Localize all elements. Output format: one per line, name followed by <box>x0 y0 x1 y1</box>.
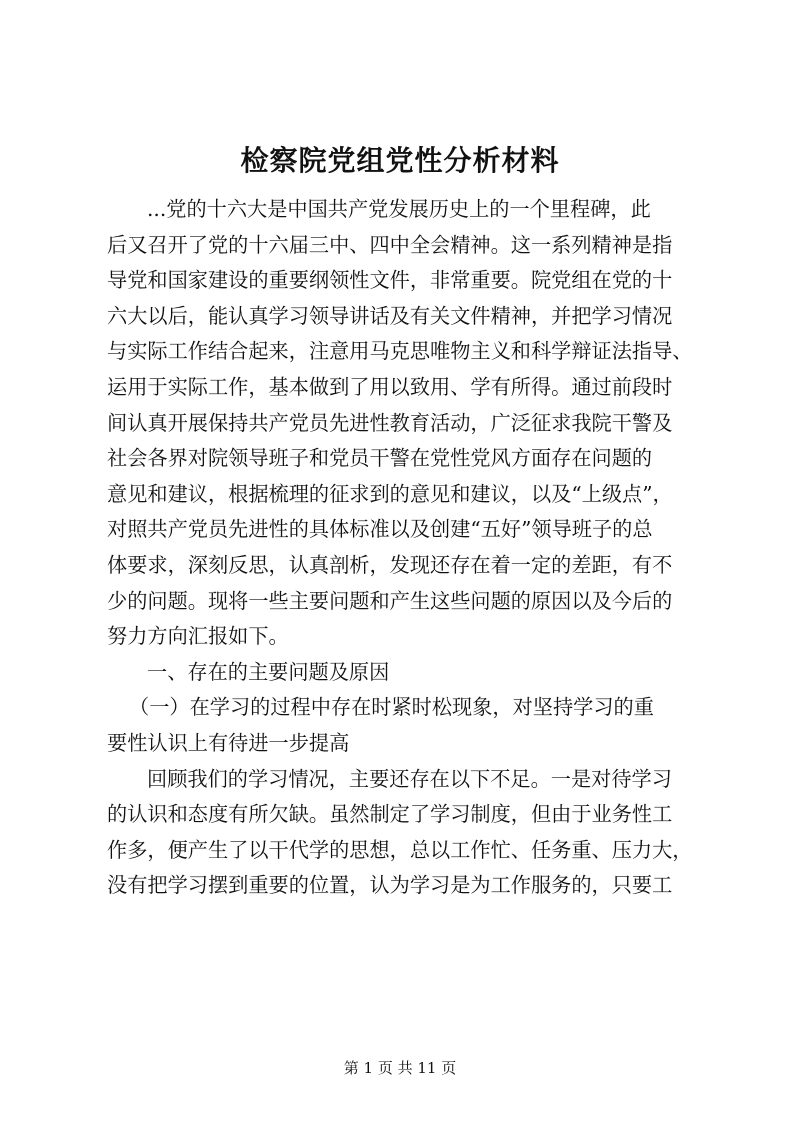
paragraph-line: 少的问题。现将一些主要问题和产生这些问题的原因以及今后的 <box>107 588 673 613</box>
section-heading: 一、存在的主要问题及原因 <box>147 659 390 684</box>
paragraph-line: 意见和建议，根据梳理的征求到的意见和建议，以及“上级点”， <box>107 481 673 506</box>
paragraph-line: 体要求，深刻反思，认真剖析，发现还存在着一定的差距，有不 <box>107 552 673 577</box>
paragraph-line: 后又召开了党的十六届三中、四中全会精神。这一系列精神是指 <box>107 232 673 257</box>
paragraph-line: 作多，便产生了以干代学的思想，总以工作忙、任务重、压力大， <box>107 837 693 862</box>
document-body <box>107 192 707 904</box>
paragraph-line: 没有把学习摆到重要的位置，认为学习是为工作服务的，只要工 <box>107 873 673 898</box>
page-number-footer: 第 1 页 共 11 页 <box>343 1059 457 1077</box>
document-title: 检察院党组党性分析材料 <box>240 144 560 177</box>
paragraph-line: ...党的十六大是中国共产党发展历史上的一个里程碑，此 <box>147 197 651 221</box>
paragraph-line: 导党和国家建设的重要纲领性文件，非常重要。院党组在党的十 <box>107 268 673 293</box>
paragraph-line: 运用于实际工作，基本做到了用以致用、学有所得。通过前段时 <box>107 374 673 399</box>
paragraph-line: 间认真开展保持共产党员先进性教育活动，广泛征求我院干警及 <box>107 410 673 435</box>
paragraph-line: 回顾我们的学习情况，主要还存在以下不足。一是对待学习 <box>147 766 672 791</box>
subsection-heading-continued: 要性认识上有待进一步提高 <box>107 730 350 755</box>
paragraph-line: 与实际工作结合起来，注意用马克思唯物主义和科学辩证法指导、 <box>107 339 693 364</box>
subsection-heading: （一）在学习的过程中存在时紧时松现象，对坚持学习的重 <box>129 695 654 720</box>
paragraph-line: 努力方向汇报如下。 <box>107 624 289 649</box>
paragraph-line: 的认识和态度有所欠缺。虽然制定了学习制度，但由于业务性工 <box>107 802 673 827</box>
paragraph-line: 对照共产党员先进性的具体标准以及创建“五好”领导班子的总 <box>107 517 653 542</box>
paragraph-line: 社会各界对院领导班子和党员干警在党性党风方面存在问题的 <box>107 446 653 471</box>
paragraph-line: 六大以后，能认真学习领导讲话及有关文件精神，并把学习情况 <box>107 303 673 328</box>
